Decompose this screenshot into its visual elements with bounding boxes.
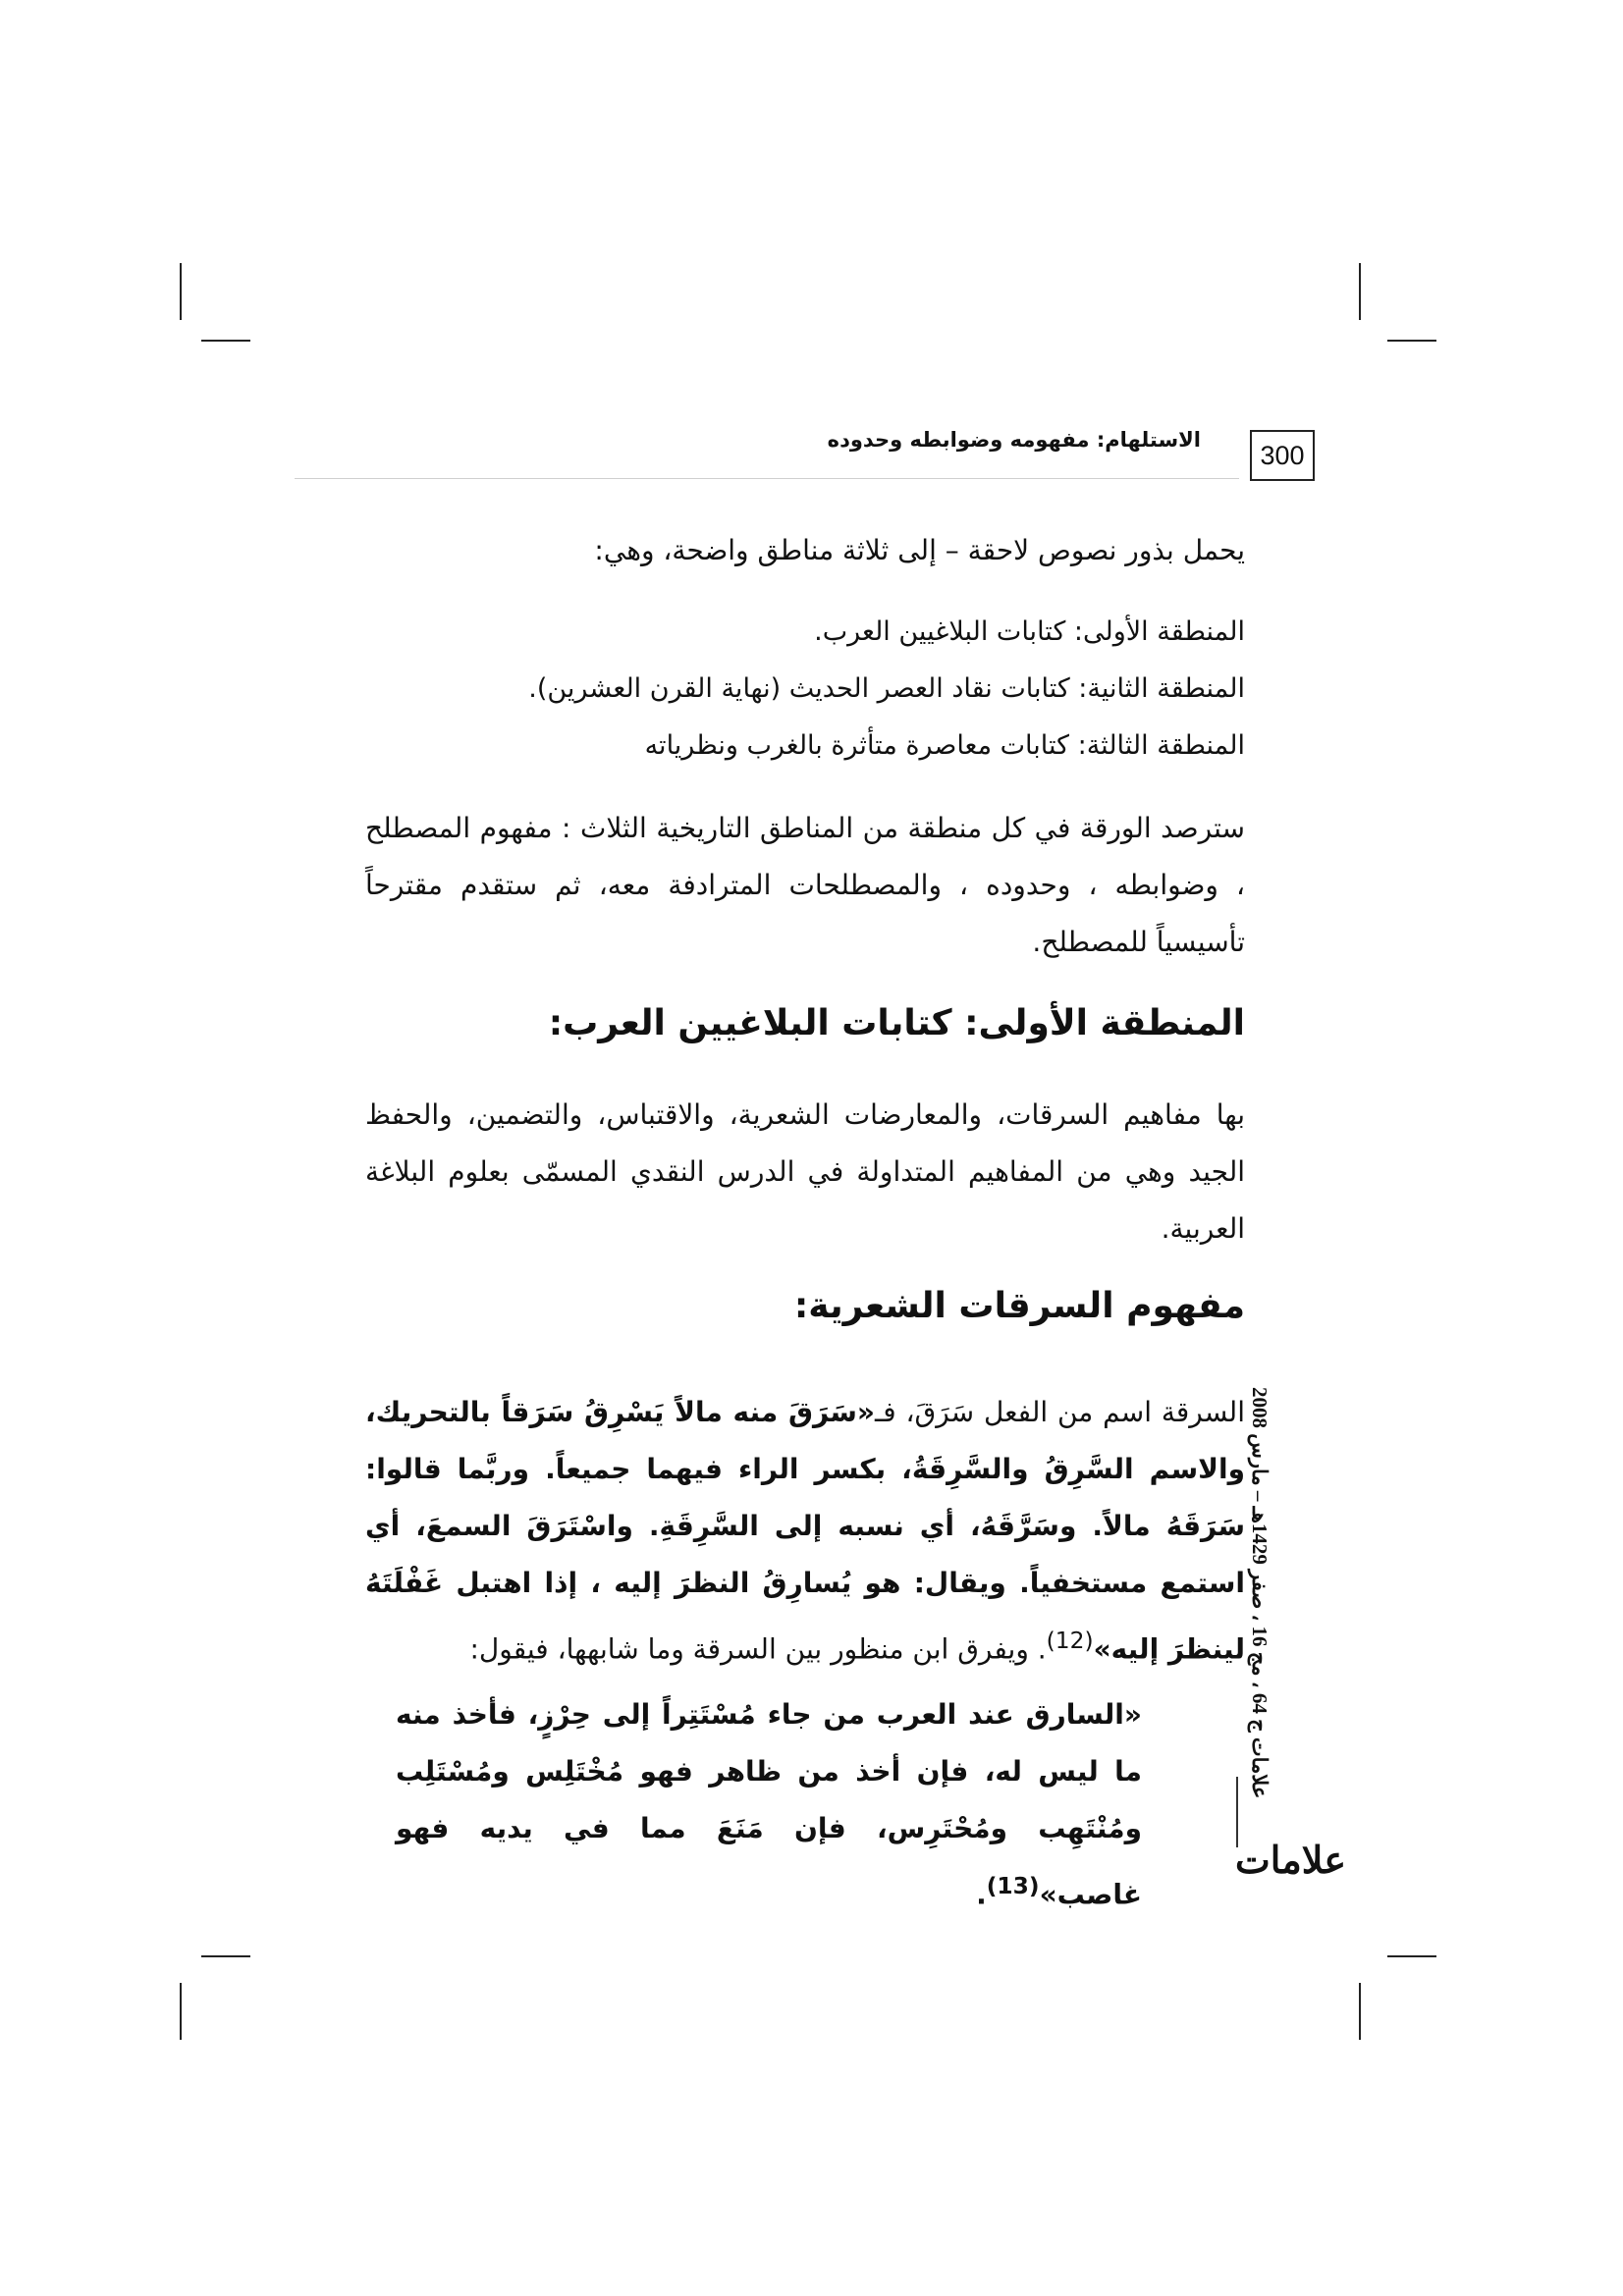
crop-mark-bottom-right-vertical xyxy=(1359,1983,1361,2040)
journal-issue-info: علامات ج 64 ، مج 16 ، صفر 1429هـ – مارس 2008 xyxy=(1248,1386,1271,1798)
regions-list xyxy=(528,604,1245,774)
crop-mark-top-left-vertical xyxy=(180,263,182,320)
paragraph-concepts: بها مفاهيم السرقات، والمعارضات الشعرية، والاقتباس، والتضمين، والحفظ الجيد وهي من المفاهيم المتداولة في الدرس النقدي المسمّى بعلوم البلاغة العربية. xyxy=(365,1098,1245,1245)
block-quote-end: . xyxy=(976,1878,987,1911)
intro-line: يحمل بذور نصوص لاحقة – إلى ثلاثة مناطق واضحة، وهي: xyxy=(594,534,1245,566)
crop-mark-bottom-right-horizontal xyxy=(1387,1955,1436,1957)
header-rule xyxy=(295,478,1239,479)
crop-mark-top-right-vertical xyxy=(1359,263,1361,320)
page-number: 300 xyxy=(1250,430,1315,481)
region-item-2: المنطقة الثانية: كتابات نقاد العصر الحديث (نهاية القرن العشرين). xyxy=(528,673,1245,704)
crop-mark-top-left-horizontal xyxy=(201,340,250,342)
definition-lead: السرقة اسم من الفعل سَرَقَ، فـ xyxy=(875,1396,1245,1428)
definition-tail: . ويفرق ابن منظور بين السرقة وما شابهها، فيقول: xyxy=(469,1632,1047,1666)
crop-mark-bottom-left-horizontal xyxy=(201,1955,250,1957)
running-title: الاستلهام: مفهومه وضوابطه وحدوده xyxy=(827,428,1201,452)
region-item-3: المنطقة الثالثة: كتابات معاصرة متأثرة بالغرب ونظرياته xyxy=(644,730,1245,761)
crop-mark-bottom-left-vertical xyxy=(180,1983,182,2040)
block-quote-text: «السارق عند العرب من جاء مُسْتَتِراً إلى حِرْزٍ، فأخذ منه ما ليس له، فإن أخذ من ظاهر فهو مُخْتَلِس ومُسْتَلِب ومُنْتَهِب ومُحْتَرِس، فإن مَنَعَ مما في يديه فهو غاصب» xyxy=(396,1698,1142,1911)
paragraph-scope: سترصد الورقة في كل منطقة من المناطق التاريخية الثلاث : مفهوم المصطلح ، وضوابطه ، وحدوده ، والمصطلحات المترادفة معه، ثم ستقدم مقترحاً تأسيسياً للمصطلح. xyxy=(365,812,1245,958)
region-item-1: المنطقة الأولى: كتابات البلاغيين العرب. xyxy=(814,616,1245,647)
footnote-ref-13: (13) xyxy=(986,1872,1040,1899)
journal-logo: علامات xyxy=(1235,1838,1347,1882)
section-heading-poetic-plagiarism: مفهوم السرقات الشعرية: xyxy=(793,1286,1245,1326)
section-heading-first-region: المنطقة الأولى: كتابات البلاغيين العرب: xyxy=(548,1003,1245,1043)
paragraph-definition xyxy=(365,1384,1245,1678)
footnote-ref-12: (12) xyxy=(1046,1627,1094,1654)
block-quote xyxy=(396,1686,1142,1923)
crop-mark-top-right-horizontal xyxy=(1387,340,1436,342)
definition-quote: «سَرَقَ منه مالاً يَسْرِقُ سَرَقاً بالتحريك، والاسم السَّرِقُ والسَّرِقَةُ، بكسر الراء فيهما جميعاً. وربَّما قالوا: سَرَقَهُ مالاً. وسَرَّقَهُ، أي نسبه إلى السَّرِقَةِ. واسْتَرَقَ السمعَ، أي استمع مستخفياً. ويقال: هو يُسارِقُ النظرَ إليه ، إذا اهتبل غَفْلَتَهُ لينظرَ إليه» xyxy=(365,1396,1245,1666)
